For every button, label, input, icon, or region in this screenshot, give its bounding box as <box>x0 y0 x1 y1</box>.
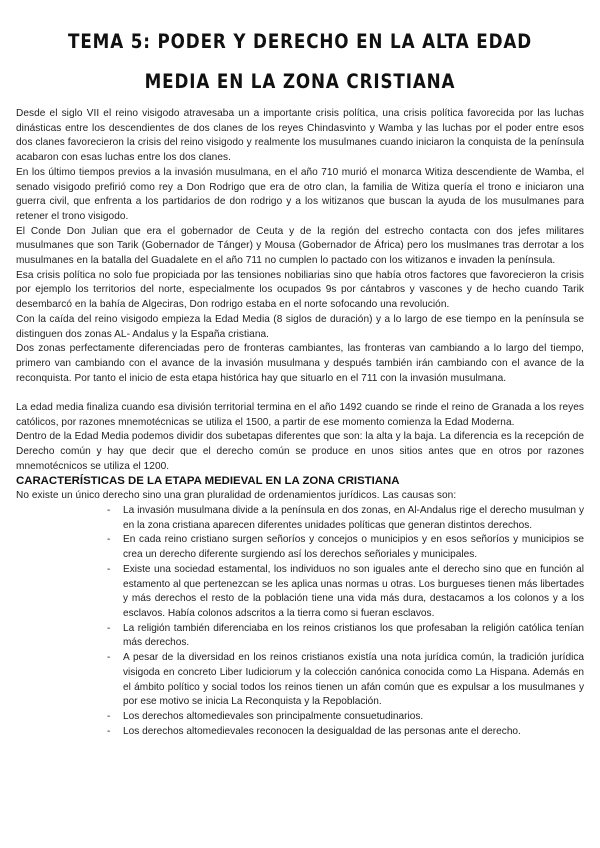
dash-marker: - <box>107 622 111 634</box>
paragraph-conde-julian: El Conde Don Julian que era el gobernador de Ceuta y de la región del estrecho contacta con dos jefes militares musulmanes que son Tarik (Gobernador de Tánger) y Mousa (Gobernador de África) pero los muslmanes tras derrotar a los musulmanes en la batalla del Guadalete en el año 711 no cumplen lo pactado con los witizanos e invaden la península. <box>16 225 584 267</box>
paragraph-fin-edad-media: La edad media finaliza cuando esa división territorial termina en el año 1492 cuando se rinde el reino de Granada a los reyes católicos, por razones mnemotécnicas se utiliza el 1500, a partir de ese momento comienza la Edad Moderna. <box>16 401 584 428</box>
list-item <box>107 622 584 651</box>
list-item <box>107 725 584 740</box>
list-item <box>107 533 584 562</box>
paragraph-subetapas: Dentro de la Edad Media podemos dividir dos subetapas diferentes que son: la alta y la baja. La diferencia es la recepción de Derecho común y hay que decir que el derecho común se produce en unos sitios antes que en otros por razones mnemotécnicos se utiliza el 1200. <box>16 431 584 472</box>
list-item <box>107 710 584 725</box>
paragraph-fronteras: Dos zonas perfectamente diferenciadas pero de fronteras cambiantes, las fronteras van cambiando a lo largo del tiempo, primero van cambiando con el avance de la invasión musulmana y después también irán cambiando con el avance de la reconquista. Por tanto el inicio de esta etapa histórica hay que situarlo en el 711 con la invasión musulmana. <box>16 343 584 384</box>
section-intro: No existe un único derecho sino una gran pluralidad de ordenamientos jurídicos. Las causas son: <box>16 490 457 502</box>
list-item-text: A pesar de la diversidad en los reinos cristianos existía una nota jurídica común, la tradición jurídica visigoda en concreto Liber Iudiciorum y la colección canónica conocida como La Hispana. Además en el ámbito político y social todos los reinos tienen un afán común que es expulsar a los musulmanes y por ese motivo se inicia La Reconquista y la Repoblación. <box>123 652 584 708</box>
list-item-text: En cada reino cristiano surgen señoríos y concejos o municipios y en esos señoríos y municipios se crea un derecho diferente surgiendo así los derechos señoriales y municipales. <box>123 534 584 561</box>
paragraph-witiza: En los último tiempos previos a la invasión musulmana, en el año 710 murió el monarca Witiza descendiente de Wamba, el senado visigodo prefirió como rey a Don Rodrigo que era de otro clan, la familia de Witiza quería el trono e iniciaron una guerra civil, que enfrenta a los partidarios de don rodrigo y a los witizanos que buscan la ayuda de los musulmanes para retener el trono visigodo. <box>16 166 584 222</box>
list-item <box>107 651 584 710</box>
dash-marker: - <box>107 725 111 737</box>
page-title: TEMA 5: PODER Y DERECHO EN LA ALTA EDAD MEDIA EN LA ZONA CRISTIANA <box>68 30 532 93</box>
dash-marker: - <box>107 534 111 546</box>
paragraph-gap <box>16 386 584 401</box>
dash-marker: - <box>107 563 111 575</box>
dash-marker: - <box>107 652 111 664</box>
causes-list <box>16 504 584 739</box>
section-heading: CARACTERÍSTICAS DE LA ETAPA MEDIEVAL EN LA ZONA CRISTIANA <box>16 475 400 488</box>
list-item-text: Existe una sociedad estamental, los individuos no son iguales ante el derecho sino que en función al estamento al que pertenezcan se les aplica unas normas u otras. Los burgueses tienen más libertades y más derechos el resto de la población tiene una vida más dura, destacamos a los colonos y a los esclavos. Había colonos adscritos a la tierra como si fueran esclavos. <box>123 563 584 619</box>
dash-marker: - <box>107 505 111 517</box>
list-item-text: Los derechos altomedievales son principalmente consuetudinarios. <box>123 710 424 722</box>
list-item <box>107 563 584 622</box>
paragraph-crisis-visigoda: Desde el siglo VII el reino visigodo atravesaba un a importante crisis política, una crisis política favorecida por las luchas dinásticas entre los descendientes de dos clanes de los reyes Chindasvinto y Wamba y las luchas por el poder entre esos dos clanes favorecieron la crisis del reino visigodo y realmente los musulmanes cuando iniciaron la conquista de la península acabaron con esas luchas entre los dos clanes. <box>16 108 584 164</box>
list-item <box>107 504 584 533</box>
list-item-text: La invasión musulmana divide a la península en dos zonas, en Al-Andalus rige el derecho musulman y en la zona cristiana aparecen diferentes unidades políticas que generan distintos derechos. <box>123 505 584 531</box>
paragraph-edad-media: Con la caída del reino visigodo empieza la Edad Media (8 siglos de duración) y a lo largo de ese tiempo en la península se distinguen dos zonas AL- Andalus y la España cristiana. <box>16 313 584 340</box>
paragraph-factores-crisis: Esa crisis política no solo fue propiciada por las tensiones nobiliarias sino que había otros factores que favorecieron la crisis por ejemplo los territorios del norte, especialmente los ocupados 9s por cántabros y vascones y de hecho cuando Tarik desembarcó en la bahía de Algeciras, Don rodrigo estaba en el norte sofocando una revolución. <box>16 269 584 311</box>
list-item-text: La religión también diferenciaba en los reinos cristianos los que profesaban la religión católica tenían más derechos. <box>123 622 584 649</box>
list-item-text: Los derechos altomedievales reconocen la desigualdad de las personas ante el derecho. <box>123 725 521 737</box>
dash-marker: - <box>107 710 111 722</box>
